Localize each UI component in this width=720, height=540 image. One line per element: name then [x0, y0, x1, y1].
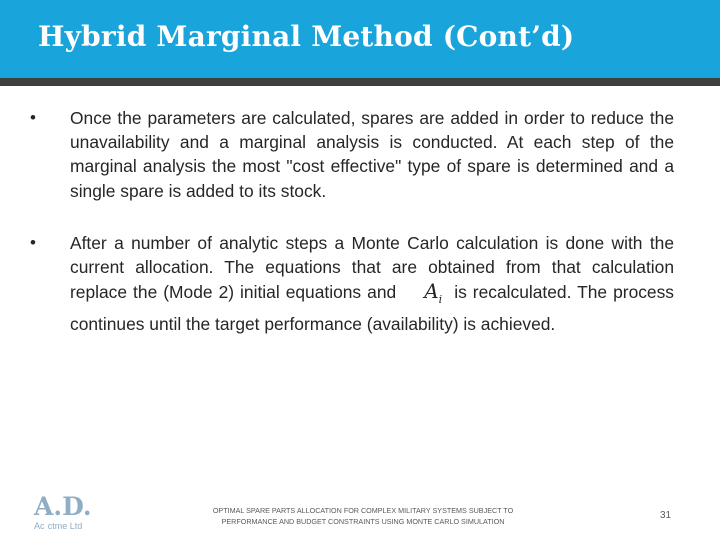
- title-divider: [0, 78, 720, 86]
- title-bar: [0, 0, 720, 78]
- logo-mark: A.D.: [34, 492, 92, 521]
- footer-line-1: OPTIMAL SPARE PARTS ALLOCATION FOR COMPLEX MILITARY SYSTEMS SUBJECT TO: [212, 506, 514, 515]
- math-symbol: A: [424, 279, 439, 304]
- math-subscript: i: [438, 293, 443, 307]
- bullet-text-2b: is recalculated. The process continues until the target performance (availability) is achieved.: [70, 282, 674, 335]
- bullet-dot-icon: •: [30, 108, 36, 127]
- footer-caption: [190, 505, 536, 527]
- slide-title: Hybrid Marginal Method (Cont’d): [38, 20, 575, 53]
- company-logo: [34, 494, 92, 534]
- logo-subtitle: Ac ctme Ltd: [34, 521, 83, 531]
- availability-symbol: [424, 279, 442, 312]
- bullet-dot-icon: •: [30, 232, 36, 252]
- bullet-item-2: [28, 231, 674, 337]
- bullet-text-1: Once the parameters are calculated, spares are added in order to reduce the unavailability and a marginal analysis is conducted. At each step of the marginal analysis the most "cost effective" type of spare is determined and a single spare is added to its stock.: [70, 108, 674, 201]
- footer-line-2: PERFORMANCE AND BUDGET CONSTRAINTS USING MONTE CARLO SIMULATION: [221, 517, 505, 526]
- bullet-item-1: [28, 106, 674, 203]
- bullet-text-2a: After a number of analytic steps a Monte Carlo calculation is done with the current allocation. The equations that are obtained from that calculation replace the (Mode 2) initial equations and: [70, 232, 674, 303]
- page-number: 31: [660, 510, 672, 521]
- slide-content: [28, 106, 674, 365]
